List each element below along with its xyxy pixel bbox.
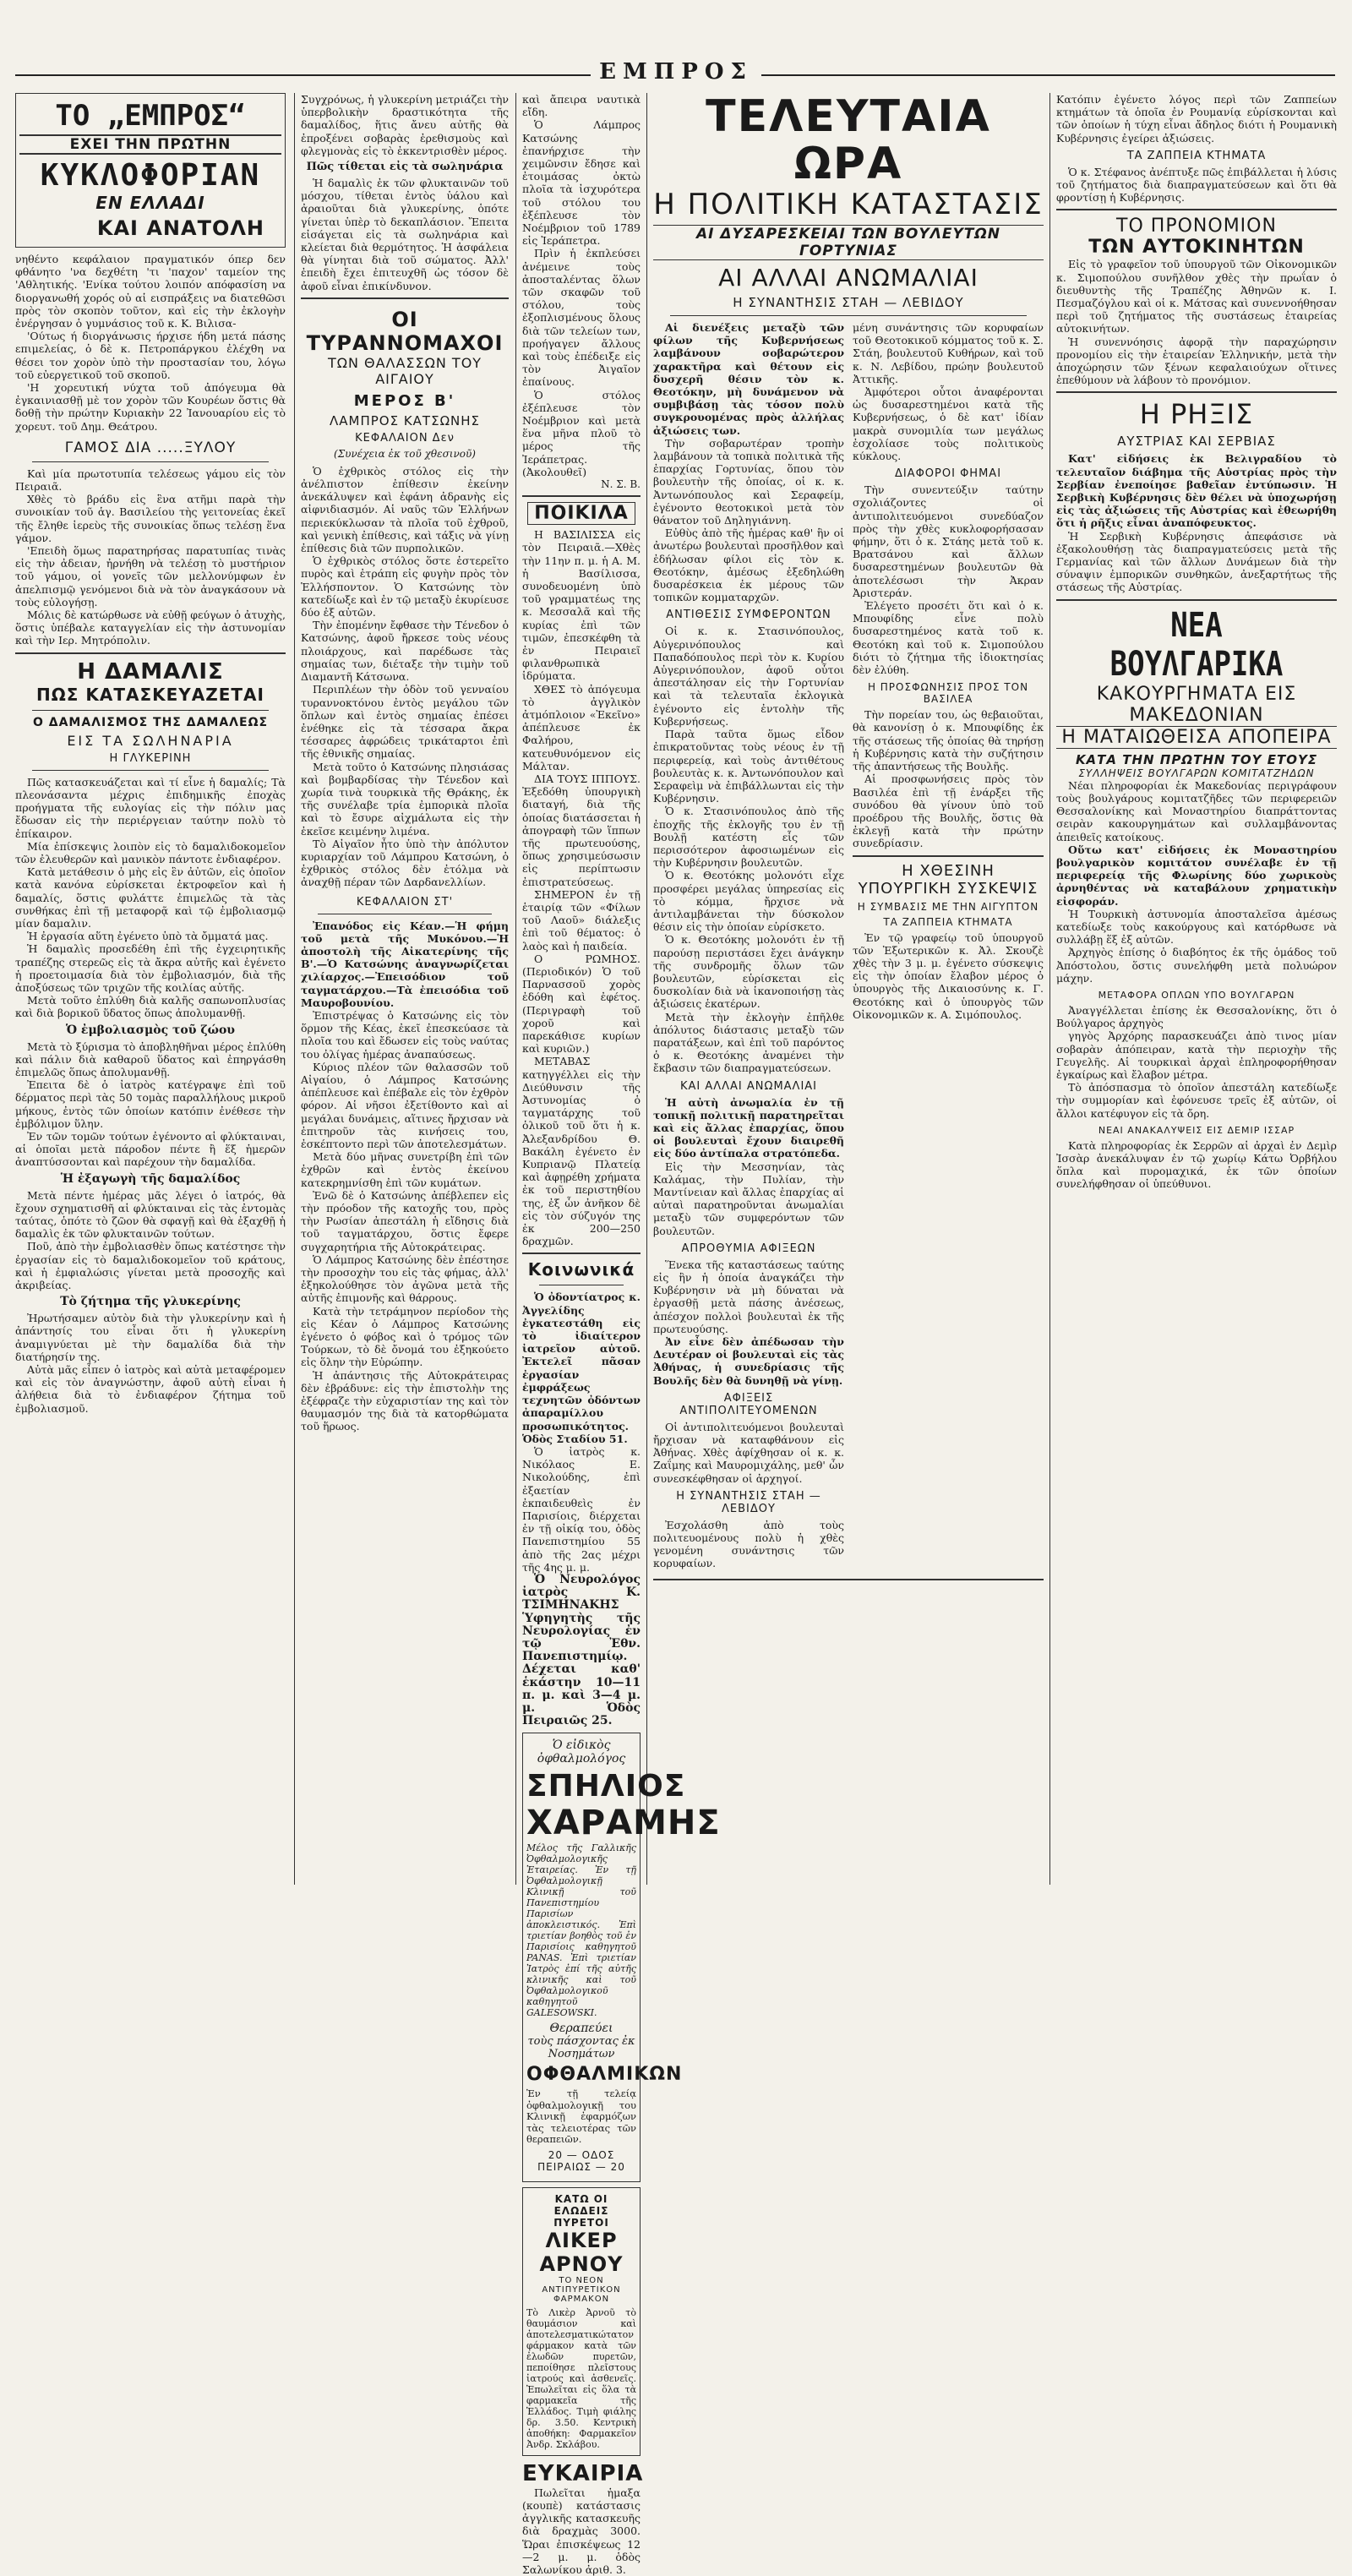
serial-chapter: ΚΕΦΑΛΑΙΟΝ Δεν <box>355 431 455 445</box>
column-1 <box>15 93 286 1885</box>
paragraph: Ὁ ἐχθρικὸς στόλος εἰς τὴν ἀνέλπιστον ἐπίθεσιν ἐκείνην ἀνεκάλυψεν καὶ ἐφάνη ἀδρανὴς εἰς αἰφνιδιασμόν. Αἱ ναῦς τῶν Ἑλλήνων περιεκύκλωσαν τὰ πλοῖα τοῦ ἐχθροῦ, καὶ γενικὴ ἐπίθεσις, καὶ τάξις νὰ γίνῃ ἐπίθεσις διὰ τῶν πυρπολικῶν. <box>301 464 509 555</box>
column-3 <box>522 93 721 2576</box>
paragraph: Μετὰ τὴν ἐκλογὴν ἐπῆλθε ἀπόλυτος διάστασις μεταξὺ τῶν παρατάξεων, καὶ ἐπὶ τοῦ παρόντος ὁ κ. Θεοτόκης ἀναμένει τὴν ἔκβασιν τῶν διαπραγματεύσεων. <box>653 1010 844 1075</box>
paragraph: Κατ' εἰδήσεις ἐκ Βελιγραδίου τὸ τελευταῖον διάβημα τῆς Αὐστρίας πρὸς τὴν Σερβίαν ἐνεποίησε βαθεῖαν ἐντύπωσιν. Ἡ Σερβικὴ Κυβέρνησις δὲν θέλει νὰ ὑποχωρήσῃ εἰς τὰς ἀξιώσεις τῆς Αὐστρίας καὶ ἐθεωρήθη ὅτι ἡ ρῆξις εἶναι ἀναπόφευκτος. <box>1056 452 1337 530</box>
paragraph: Αἱ προσφωνήσεις πρὸς τὸν Βασιλέα ἐπὶ τῇ ἐνάρξει τῆς συνόδου θὰ γίνουν ὑπὸ τοῦ προέδρου τῆς Βουλῆς, ὅστις θὰ ἐκλεγῇ κατὰ τὴν πρώτην συνεδρίασιν. <box>853 772 1044 850</box>
paragraph: Τὴν συνεντεύξιν ταύτην σχολιάζοντες οἱ ἀντιπολιτευόμενοι συνεδύαζον πρὸς τὴν χθὲς κυκλοφορήσασαν φήμην, ὅτι ὁ κ. Στάης μετὰ τοῦ κ. Βρατσάνου καὶ ἄλλων δυσαρεστημένων βουλευτῶν θὰ ἀποτελέσωσι τὴν Ἀκραν Ἀριστεράν. <box>853 483 1044 599</box>
paragraph: νηθέντο κεφάλαιον πραγματικόν όπερ δεν φθάνητο 'να δεχθέτη 'τι 'παχον' ταμείον της 'Αθλητικής. 'Ενίκα τούτου λοιπόν απόφασίση να διοργανωθή χορός οὐ αἱ εισπράξεις να διατεθῶσι πρὸς τὸν σκοπὸν τοῦτον, καὶ εἰς τὴν ἐκλογὴν ἐνέργησαν ὁ γυμνάσιος τοῦ κ. Κ. Βιλισα- <box>15 253 286 330</box>
paragraph: Ἡ δαμαλὶς προσεδέθη ἐπὶ τῆς ἐγχειρητικῆς τραπέζης στερεῶς εἰς τὰ ἄκρα αὐτῆς καὶ ἐγένετο ἡ προετοιμασία διὰ τὸν ἐμβολιασμόν, διὰ τῆς ἀποξύσεως τῶν τριχῶν τῆς κοιλίας αὐτῆς. <box>15 942 286 994</box>
paragraph: Πῶς κατασκευάζεται καὶ τί εἶνε ἡ δαμαλίς; Τὰ πλεονάσαντα μέχρις ἐπιδημικῆς ἐποχὰς προήγματα τῆς ευλογίας εἰς τὴν πόλιν μας ἔδωσαν εἰς τὴν περιέργειαν ταύτην πολὺ τὸ ἐπίκαιρον. <box>15 775 286 840</box>
paragraph: 'Επειδὴ ὅμως παρατηρήσας παρατυπίας τινὰς εἰς τὴν ἀδειαν, ἠρνήθη νὰ τελέσῃ τὸ μυστήριον τοῦ γάμου, οἱ γονεῖς τῶν μελλονύμφων ἐν ἀπελπισμῷ γενόμενοι διὰ νὰ τὸν ἀναγκάσουν νὰ τοὺς εὐλογήσῃ. <box>15 544 286 609</box>
subheading: ΜΕΤΑΦΟΡΑ ΟΠΛΩΝ ΥΠΟ ΒΟΥΛΓΑΡΩΝ <box>1098 989 1295 1001</box>
signature: Ν. Σ. Β. <box>601 478 641 491</box>
newspaper-name: ΕΜΠΡΟΣ <box>591 59 761 85</box>
paragraph: Μετὰ δύο μῆνας συνετρίβη ἐπὶ τῶν ἐχθρῶν καὶ ἐντὸς ἐκείνου κατεκρημνίσθη ἐπὶ τῶν κυμάτων. <box>301 1150 509 1189</box>
main-headline: ΤΕΛΕΥΤΑΙΑ ΩΡΑ <box>706 91 991 189</box>
paragraph: Ἐπιστρέψας ὁ Κατσώνης εἰς τὸν ὅρμον τῆς Κέας, ἐκεῖ ἐπεσκεύασε τὰ πλοῖα του καὶ ἔδωσεν εἰς τοὺς ναύτας του ὀλίγας ἡμέρας ἀναπαύσεως. <box>301 1008 509 1061</box>
paragraph: Νέαι πληροφορίαι ἐκ Μακεδονίας περιγράφουν τοὺς βουλγάρους κομιτατζῆδες τῶν περιφερειῶν Θεσσαλονίκης καὶ Μοναστηρίου διαπράττοντας σειρὰν κακουργημάτων καὶ συλλαμβάνοντας ἀπειθεῖς κατοίκους. <box>1056 778 1337 843</box>
news-subcolumn <box>653 321 844 1570</box>
paragraph: Ὁ ἐχθρικὸς στόλος ὅστε ἐστερεῖτο πυρὸς καὶ ἐτράπη εἰς φυγὴν πρὸς τὸν Ἑλλήσποντον. Ὁ Κατσώνης τὸν κατεδίωξε καὶ ἐν τῷ μεταξὺ ἐκυρίευσε δύο ἐξ αὐτῶν. <box>301 554 509 619</box>
section-subheading: ΕΙΣ ΤΑ ΣΩΛΗΝΑΡΙΑ <box>67 732 234 749</box>
subheading: Ἡ ἐξαγωγὴ τῆς δαμαλίδος <box>60 1171 241 1186</box>
ad-top: ΚΑΤΩ ΟΙ ΕΛΩΔΕΙΣ ΠΥΡΕΤΟΙ <box>553 2192 609 2229</box>
promo-line: ΕΝ ΕΛΛΑΔΙ <box>95 193 205 213</box>
paragraph: 'Ούτως ή διοργάνωσις ήρχισε ήδη μετά πάσης επιμελείας, ὁ δὲ κ. Πετροπάργκου ἐλέχθη να θέσει τον χορὸν ὑπὸ τὴν προστασίαν του, λόγω τοῦ εὐεργετικοῦ τοῦ σκοποῦ. <box>15 330 286 381</box>
paragraph: Ἀναγγέλλεται ἐπίσης ἐκ Θεσσαλονίκης, ὅτι ὁ Βούλγαρος ἀρχηγὸς <box>1056 1003 1337 1030</box>
paragraph: Ὁ ἰατρὸς κ. Νικόλαος Ε. Νικολούδης, ἐπὶ ἐξαετίαν ἐκπαιδευθεὶς ἐν Παρισίοις, διέρχεται ἐν τῇ οἰκίᾳ του, ὁδὸς Πανεπιστημίου 55 ἀπὸ τῆς 2ας μέχρι τῆς 4ης μ. μ. <box>522 1444 641 1574</box>
ad-body: Ἐν τῇ τελείᾳ ὀφθαλμολογικῇ του Κλινικῇ ἐφαρμόζων τὰς τελειοτέρας τῶν θεραπειῶν. <box>526 2088 636 2146</box>
ad-text: τοὺς πάσχοντας ἐκ Νοσημάτων <box>527 2035 635 2061</box>
paragraph: Ὁ Λάμπρος Κατσώνης ἐπανήρχισε τὴν χειμῶνσιν ἔδησε καὶ ἐτοιμάσας ὀκτὼ πλοῖα τὰ ἰσχυρότερα τοῦ στόλου του ἐξέπλευσε τὸν Νοέμβριον τοῦ 1789 εἰς Ἰεράπετρα. <box>522 118 641 248</box>
headline: Η ΜΑΤΑΙΩΘΕΙΣΑ ΑΠΟΠΕΙΡΑ <box>1056 726 1337 749</box>
paragraph: Εἰς τὴν Μεσσηνίαν, τὰς Καλάμας, τὴν Πυλίαν, τὴν Μαντίνειαν καὶ ἄλλας ἐπαρχίας αἱ αὐταὶ παρατηροῦνται ἀνωμαλίαι μεταξὺ τῶν συμφερόντων τῶν βουλευτῶν. <box>653 1160 844 1237</box>
liker-arnou-ad <box>522 2187 641 2456</box>
paragraph: Ο ΡΩΜΗΟΣ. (Περιοδικόν) Ὁ τοῦ Παρνασσοῦ χορὸς ἐδόθη καὶ ἐφέτος. (Περιγραφὴ τοῦ χοροῦ καὶ παρεκάθισε κυρίων καὶ κυριῶν.) <box>522 952 641 1056</box>
paragraph: Πρὶν ἡ ἐκπλεύσει ἀνέμεινε τοὺς ἀποσταλέντας ὅλων τῶν σκαφῶν τοῦ στόλου, τοὺς ἐξοπλισμένους ὅλους διὰ τῶν τελείων των, προήγαγεν ἄλλους καὶ τοὺς ἐπέδειξε εἰς τὸν Ἀιγαῖον ἐπαίνους. <box>522 247 641 389</box>
paragraph: Ἡ δαμαλὶς ἐκ τῶν φλυκταινῶν τοῦ μόσχου, τίθεται ἐντὸς ὑάλου καὶ ἀραιοῦται διὰ γλυκερίνης, ὁπότε γίνεται ὑπὲρ τὸ δεκαπλάσιον. Ἔπειτα εἰσάγεται εἰς τὰ σωληνάρια καὶ κλείεται διὰ θερμότητος. Ἡ ἀσφάλεια θὰ γίνηται διὰ τοῦ σώματος. Ἀλλ' ἐπειδὴ ἔχει ἐπιτευχθῆ ὡς τόσον δὲ ἀφοῦ εἶναι ἐπικίνδυνον. <box>301 177 509 292</box>
subheading: ΝΕΑΙ ΑΝΑΚΑΛΥΨΕΙΣ ΕΙΣ ΔΕΜΙΡ ΙΣΣΑΡ <box>1098 1124 1295 1136</box>
paragraph: Μετὰ πέντε ἡμέρας μᾶς λέγει ὁ ἰατρός, θὰ ἔχουν σχηματισθῆ αἱ φλύκταιναι εἰς τὰς ἐντομὰς ταύτας, ὁπότε τὸ ζῶον θὰ σφαγῇ καὶ θὰ ἐξαχθῇ ἡ δαμαλὶς ἐκ τῶν φλυκταινῶν τούτων. <box>15 1188 286 1241</box>
paragraph: Εἰς τὸ γραφεῖον τοῦ ὑπουργοῦ τῶν Οἰκονομικῶν κ. Σιμοπούλου συνῆλθον χθὲς τὴν πρωΐαν ὁ διευθυντὴς τῆς Τραπέζης Ἀθηνῶν κ. Ι. Πεσμαζόγλου καὶ οἱ κ. Μάτσας καὶ συνεννοήθησαν περὶ τοῦ ζητήματος τῆς συστάσεως ἑταιρείας αὐτοκινήτων. <box>1056 258 1337 336</box>
serial-continued: (Συνέχεια ἐκ τοῦ χθεσινοῦ) <box>334 447 476 460</box>
paragraph: Ἐπειτα δὲ ὁ ἰατρὸς κατέγραψε ἐπὶ τοῦ δέρματος περὶ τὰς 50 τομὰς παραλλήλους μικροῦ μήκους, ἐντὸς τῶν ὁποίων κατόπιν ἐνέθεσε τὴν ἐμβόλιμον ὕλην. <box>15 1078 286 1130</box>
paragraph: Ἀν εἶνε δὲν ἀπέδωσαν τὴν Δευτέραν οἱ βουλευταὶ εἰς τὰς Ἀθήνας, ἡ συνεδρίασις τῆς Βουλῆς δὲν θὰ δυνηθῇ νὰ γίνῃ. <box>653 1335 844 1387</box>
ad-body: Μέλος τῆς Γαλλικῆς Ὀφθαλμολογικῆς Ἑταιρείας. Ἐν τῇ Ὀφθαλμολογικῇ Κλινικῇ τοῦ Πανεπιστημίου Παρισίων ἀποκλειστικός. Ἐπὶ τριετίαν βοηθὸς τοῦ ἐν Παρισίοις καθηγητοῦ PANAS. Ἐπὶ τριετίαν Ἰατρὸς ἐπί τῆς αὐτῆς κλινικῆς καὶ τοῦ Ὀφθαλμολογικοῦ καθηγητοῦ GALESOWSKI. <box>526 1842 636 2019</box>
paragraph: Ἐν τῷ γραφείῳ τοῦ ὑπουργοῦ τῶν Ἐξωτερικῶν κ. Ἀλ. Σκουζὲ χθὲς τὴν 3 μ. μ. ἐγένετο σύσκεψις εἰς τὴν ὁποίαν ἔλαβον μέρος ὁ ὑπουργὸς τῆς Δικαιοσύνης κ. Γ. Θεοτόκης καὶ ὁ ὑπουργὸς τῶν Οἰκονομικῶν κ. Α. Σιμόπουλος. <box>853 931 1044 1021</box>
subheading: Η ΣΥΜΒΑΣΙΣ ΜΕ ΤΗΝ ΑΙΓΥΠΤΟΝ <box>857 900 1039 913</box>
subheading: ΚΑΙ ΑΛΛΑΙ ΑΝΩΜΑΛΙΑΙ <box>679 1079 818 1093</box>
subheading: Η ΠΡΟΣΦΩΝΗΣΙΣ ΠΡΟΣ ΤΟΝ ΒΑΣΙΛΕΑ <box>867 681 1029 706</box>
paragraph: Μετὰ τοῦτο ὁ Κατσώνης πλησιάσας καὶ βομβαρδίσας τὴν Τένεδον καὶ χωρία τινὰ τουρκικὰ τῆς Θράκης, ἐκ τῆς συνέλαβε τρία ἐμπορικὰ πλοῖα καὶ τὸ ἔσυρε αἰχμάλωτα εἰς τὴν ἐκεῖσε κειμένην λιμένα. <box>301 760 509 838</box>
subheading: ΑΝΤΙΘΕΣΙΣ ΣΥΜΦΕΡΟΝΤΩΝ <box>666 609 831 622</box>
paragraph: Τὴν ἐπομένην ἔφθασε τὴν Τένεδον ὁ Κατσώνης, ἀφοῦ ἤρκεσε τοὺς νέους πλοιάρχους, καὶ παρέδωσε τὰς σημαίας των, διέταξε τὴν τιμὴν τοῦ Διαμαντῆ Κάτσωνα. <box>301 619 509 684</box>
promo-box <box>15 93 286 248</box>
paragraph: Τὴν πορείαν του, ὡς θεβαιοῦται, θὰ κανονίσῃ ὁ κ. Μπουφίδης ἐκ τῆς στάσεως τῆς ὁποίας θὰ τηρήσῃ ἡ Κυβέρνησις κατὰ τὴν συζήτησιν τῆς ἀπαντήσεως τῆς Βουλῆς. <box>853 708 1044 773</box>
paragraph: Ἠρωτήσαμεν αὐτὸν διὰ τὴν γλυκερίνην καὶ ἡ ἀπάντησίς του εἶναι ὅτι ἡ γλυκερίνη ἀναμιγνύεται μὲ τὴν δαμαλίδα διὰ τὴν διατήρησίν της. <box>15 1312 286 1363</box>
paragraph: Ὁ ὀδοντίατρος κ. Ἀγγελίδης ἐγκατεστάθη εἰς τὸ ἰδιαίτερον ἰατρεῖον αὐτοῦ. Ἐκτελεῖ πᾶσαν ἐργασίαν ἐμφράξεως τεχνητῶν ὀδόντων ἀπαραμίλλου προσωπικότητος. Ὁδὸς Σταδίου 51. <box>522 1291 641 1445</box>
headline: ΚΑΚΟΥΡΓΗΜΑΤΑ ΕΙΣ ΜΑΚΕΔΟΝΙΑΝ <box>1096 683 1297 726</box>
promo-headline: ΚΥΚΛΟΦΟΡΙΑΝ <box>40 158 261 193</box>
paragraph: Ὁ κ. Στασινόπουλος ἀπὸ τῆς ἐποχῆς τῆς ἐκλογῆς του ἐν τῇ Βουλῇ κατέστη εἷς τῶν περισσότερον ἀφοσιωμένων εἰς τὴν Κυβέρνησιν βουλευτῶν. <box>653 805 844 870</box>
headline: Η ΣΥΝΑΝΤΗΣΙΣ ΣΤΑΗ — ΛΕΒΙΔΟΥ <box>733 295 964 310</box>
column-2 <box>301 93 509 1885</box>
column-divider <box>646 93 647 1885</box>
paragraph: Ὁ κ. Θεοτόκης μολονότι ἐν τῇ παρούσῃ περιστάσει ἔχει ἀνάγκην τῆς συνδρομῆς ὅλων τῶν βουλευτῶν, εὑρίσκεται εἰς δυσκολίαν διὰ νὰ ἱκανοποιήσῃ τὰς ἀξιώσεις ἑκατέρων. <box>653 933 844 1011</box>
paragraph: Οἱ ἀντιπολιτευόμενοι βουλευταὶ ἤρχισαν νὰ καταφθάνουν εἰς Ἀθήνας. Χθὲς ἀφίχθησαν οἱ κ. κ. Ζαΐμης καὶ Μαυρομιχάλης, μεθ' ὧν συνεσκέφθησαν οἱ ἀρχηγοί. <box>653 1420 844 1485</box>
column-divider <box>294 93 295 1885</box>
paragraph: Ἐν τῶν τομῶν τούτων ἐγένοντο αἱ φλύκταιναι, αἱ ὁποῖαι μετὰ πάροδον πέντε ἢ ἕξ ἡμερῶν ἀναπτύσσονται καὶ παρέχουν τὴν δαμαλίδα. <box>15 1129 286 1169</box>
ad-text: Θεραπεύει <box>549 2022 613 2036</box>
paragraph: Ἀρχηγὸς ἐπίσης ὁ διαβόητος ἐκ τῆς ὁμάδος τοῦ Ἀπόστολου, ὅστις συνελήφθη μετὰ πολυώρον μάχην. <box>1056 946 1337 985</box>
subheading: ΔΙΑΦΟΡΟΙ ΦΗΜΑΙ <box>894 467 1002 481</box>
paragraph: Εὐθὺς ἀπὸ τῆς ἡμέρας καθ' ἣν οἱ ἀνωτέρω βουλευταὶ προσῆλθον καὶ ἐδήλωσαν φίλοι εἰς τὸν κ. Θεοτόκην, ἀμέσως ἐξεδηλώθη δυσαρέσκεια ἐκ μέρους τῶν τοπικῶν κομματαρχῶν. <box>653 527 844 604</box>
paragraph: Οἱ κ. κ. Στασινόπουλος, Αὐγερινόπουλος καὶ Παπαδόπουλος περὶ τὸν κ. Κυρίου Αὐγερινόπουλον, ἀφοῦ οὗτοι ἀπεστάλησαν εἰς τὴν Γορτυνίαν καὶ τὰ τελευταῖα ἐκλογικὰ ἐγένοντο εἰς ἐντολὴν τῆς Κυβερνήσεως. <box>653 625 844 728</box>
subheading: ΑΦΙΞΕΙΣ ΑΝΤΙΠΟΛΙΤΕΥΟΜΕΝΩΝ <box>679 1391 818 1417</box>
paragraph: Ἡ συνεννόησις ἀφορᾷ τὴν παραχώρησιν προνομίου εἰς τὴν ἑταιρείαν Ἑλληνικήν, μετὰ τὴν ἀποχώρησιν τῶν ξένων κεφαλαιούχων οἵτινες ἐπεθύμουν νὰ λάβουν τὸ προνόμιον. <box>1056 335 1337 387</box>
paragraph: Κατὰ πληροφορίας ἐκ Σερρῶν αἱ ἀρχαὶ ἐν Δεμὶρ Ἰσσὰρ ἀνεκάλυψαν ἐν τῷ χωρίῳ Κάτω Ὀρβήλου ὅπλα καὶ πυρομαχικά, ἐκ τῶν ὁποίων συνελήφθησαν οἱ ὑπεύθυνοι. <box>1056 1138 1337 1191</box>
ad-address: 20 — ΟΔΟΣ ΠΕΙΡΑΙΩΣ — 20 <box>537 2148 625 2173</box>
headline: ΑΙ ΔΥΣΑΡΕΣΚΕΙΑΙ ΤΩΝ ΒΟΥΛΕΥΤΩΝ ΓΟΡΤΥΝΙΑΣ <box>653 225 1044 260</box>
paragraph: Ὁ Λάμπρος Κατσώνης δὲν ἐπέστησε τὴν προσοχὴν του εἰς τὰς φήμας, ἀλλ' ἐξηκολούθησε τὸν ἀγῶνα μετὰ τῆς αὐτῆς ἐπιμονῆς καὶ θάρρους. <box>301 1253 509 1305</box>
section-heading: ΓΑΜΟΣ ΔΙΑ .....ΞΥΛΟΥ <box>64 439 237 456</box>
subheading: ΑΥΣΤΡΙΑΣ ΚΑΙ ΣΕΡΒΙΑΣ <box>1117 434 1276 450</box>
paragraph: Ἡ Τουρκικὴ ἀστυνομία ἀποσταλεῖσα ἀμέσως κατεδίωξε τοὺς κακούργους καὶ κατόρθωσε νὰ συλλάβῃ ἕξ ἐξ αὐτῶν. <box>1056 907 1337 947</box>
paragraph: Τὸ Αἰγαῖον ἦτο ὑπὸ τὴν ἀπόλυτον κυριαρχίαν τοῦ Λάμπρου Κατσώνη, ὁ ἐχθρικὸς στόλος δὲν ἐτόλμα νὰ ἀναχθῇ πέραν τῶν Δαρδανελλίων. <box>301 837 509 889</box>
paragraph: Ἐσχολάσθη ἀπὸ τοὺς πολιτευομένους πολὺ ἡ χθὲς γενομένη συνάντησις τῶν κορυφαίων. <box>653 1518 844 1570</box>
subheading: ΤΑ ΖΑΠΠΕΙΑ ΚΤΗΜΑΤΑ <box>883 915 1013 928</box>
ad-name: ΧΑΡΑΜΗΣ <box>526 1804 721 1843</box>
paragraph: Ἐπανόδος εἰς Κέαν.—Ἡ φήμη τοῦ μετὰ τῆς Μυκόνου.—Ἡ ἀποστολὴ τῆς Αἰκατερίνης τῆς Β'.—Ὁ Κατσώνης ἀναγνωρίζεται χιλίαρχος.—Ἐπεισόδιον τοῦ ταγματάρχου.—Τὰ ἐπεισόδια τοῦ Μαυροβουνίου. <box>301 919 509 1009</box>
subheading: Η ΣΥΝΑΝΤΗΣΙΣ ΣΤΑΗ — ΛΕΒΙΔΟΥ <box>676 1489 821 1515</box>
column-divider <box>1049 93 1050 1885</box>
news-subcolumn <box>853 321 1044 1570</box>
headline: ΑΙ ΑΛΛΑΙ ΑΝΩΜΑΛΙΑΙ <box>718 264 979 292</box>
ad-subtitle: ΤΟ ΝΕΟΝ ΑΝΤΙΠΥΡΕΤΙΚΟΝ ΦΑΡΜΑΚΟΝ <box>542 2275 621 2304</box>
headline: ΤΩΝ ΑΥΤΟΚΙΝΗΤΩΝ <box>1088 237 1305 259</box>
column-5 <box>1056 93 1337 1885</box>
paragraph: Κατὰ μετάθεσιν ὁ μὴς εἰς ἓν ἀὐτῶν, εἰς ὁποῖον κατὰ κανόνα εὑρίσκεται ἐκτροφεῖον καὶ ἡ δαμαλίς, ὅστις φυλάττε ἐπιμελῶς τὰ τὰς συνθήκας ἐπὶ τῇ μεταφορᾷ καὶ τῷ ἐμβολιασμῷ μίαν δαμαλιν. <box>15 865 286 930</box>
paragraph: Καὶ μία πρωτοτυπία τελέσεως γάμου εἰς τὸν Πειραιᾶ. <box>15 467 286 494</box>
paragraph: Τὴν σοβαρωτέραν τροπὴν λαμβάνουν τὰ τοπικὰ πολιτικὰ τῆς ἐπαρχίας Γορτυνίας, ὅπου τὸν βουλευτὴν τῆς ὁποίας, οἱ κ. κ. Ἀντωνόπουλος καὶ Σεραφείμ, ἐγένοντο θεοτοκικοὶ μετὰ τὸν θάνατον τοῦ Δηληγιάννη. <box>653 436 844 527</box>
paragraph: Αἱ διενέξεις μεταξὺ τῶν φίλων τῆς Κυβερνήσεως λαμβάνουν σοβαρώτερον χαρακτῆρα καὶ θέτουν εἰς δυσχερῆ θέσιν τὸν κ. Θεοτόκην, μὴ δυνάμενον νὰ συμβιβάσῃ τὰς τόσον πολὺ συγκρουομένας πρὸς ἀλλήλας ἀξιώσεις των. <box>653 321 844 437</box>
subheading: Τὸ ζήτημα τῆς γλυκερίνης <box>60 1295 241 1309</box>
serial-title: ΟΙ ΤΥΡΑΝΝΟΜΑΧΟΙ <box>306 307 504 355</box>
paragraph: Περιπλέων τὴν ὁδὸν τοῦ γενναίου τυραννοκτόνου ἐντὸς μεγάλου τῶν ὅπλων καὶ ἐντὸς σημαίας ἐπέσει ἐνέθηκε εἰς τὰ τέσσαρα ἄκρα τέσσαρες ἀφρώδεις τρικάταρτοι ἐπὶ τῆς ἐθνικῆς σημαίας. <box>301 683 509 761</box>
paragraph: ΔΙΑ ΤΟΥΣ ΙΠΠΟΥΣ. Ἐξεδόθη ὑπουργικὴ διαταγή, διὰ τῆς ὁποίας διατάσσεται ἡ ἀπογραφὴ τῶν ἵππων τῆς πρωτευούσης, ὅπως χρησιμεύσωσιν εἰς περίπτωσιν ἐπιστρατεύσεως. <box>522 772 641 888</box>
ad-body: Τὸ Λικὲρ Ἀρνοῦ τὸ θαυμάσιον καὶ ἀποτελεσματικώτατον φάρμακον κατὰ τῶν ἐλωδῶν πυρετῶν, πεποίθησε πλεῖστους ἰατρούς καὶ ἀσθενεῖς. Ἐπωλεῖται εἰς ὅλα τὰ φαρμακεῖα τῆς Ἑλλάδος. Τιμὴ φιάλης δρ. 3.50. Κεντρικὴ ἀποθήκη: Φαρμακεῖον Ἀνδρ. Σκλάβου. <box>526 2306 636 2450</box>
paragraph: ΜΕΤΑΒΑΣ κατηγγέλλει εἰς τὴν Διεύθυνσιν τῆς Ἀστυνομίας ὁ ταγματάρχης τοῦ ὁλικοῦ τοῦ ὅτι ἡ κ. Ἀλεξανδρίδου Θ. Βακάλη ἐγένετο ἐν Κυπριανῷ Πλατείᾳ καὶ ἀφῃρέθη χρήματα ἐκ τοῦ περιστηθίου της, ἐξ ὧν ἀνῆκον δὲ εἰς τὸν σύζυγόν της ἐκ 200—250 δραχμῶν. <box>522 1055 641 1248</box>
paragraph: Μετὰ τὸ ξύρισμα τὸ ἀποβληθῆναι μέρος ἐπλύθη καὶ πάλιν διὰ καθαροῦ ὕδατος καὶ ἐπηργάσθη ἐπιμελῶς ὅπως ἀπολυμανθῇ. <box>15 1040 286 1078</box>
paragraph: Κατόπιν ἐγένετο λόγος περὶ τῶν Ζαππείων κτημάτων τὰ ὁποῖα ἐν Ρουμανίᾳ εὑρίσκονται καὶ τῶν ὁποίων ἡ τύχη εἶναι ἄδηλος διότι ἡ Ρουμανικὴ Κυβέρνησις ἐγείρει ἀξιώσεις. <box>1056 93 1337 145</box>
paragraph: Ὁ κ. Στέφανος ἀνέπτυξε πῶς ἐπιβάλλεται ἡ λύσις τοῦ ζητήματος διὰ διαπραγματεύσεων καὶ ὅτι θὰ φροντίσῃ ἡ Κυβέρνησις. <box>1056 165 1337 205</box>
paragraph: Ὁ κ. Θεοτόκης μολονότι εἶχε προσφέρει μεγάλας ὑπηρεσίας εἰς τὸ κόμμα, ἤρχισε νὰ ἀντιλαμβάνεται τὴν δύσκολον θέσιν εἰς τὴν ὁποίαν εὑρίσκετο. <box>653 869 844 934</box>
section-subheading: Ο ΔΑΜΑΛΙΣΜΟΣ ΤΗΣ ΔΑΜΑΛΕΩΣ <box>32 715 269 729</box>
serial-author: ΛΑΜΠΡΟΣ ΚΑΤΣΩΝΗΣ <box>329 412 481 428</box>
promo-title: ΤΟ „ΕΜΠΡΟΣ“ <box>55 99 246 133</box>
paragraph: ΧΘΕΣ τὸ ἀπόγευμα τὸ ἀγγλικὸν ἀτμόπλοιον «Ἐκεῖνο» ἀπέπλευσε ἐκ Φαλήρου, κατευθυνόμενον εἰς Μάλταν. <box>522 682 641 772</box>
paragraph: Οὕτω κατ' εἰδήσεις ἐκ Μοναστηρίου βουλγαρικὸν κομιτάτον συνέλαβε ἐν τῇ περιφερείᾳ τῆς Φλωρίνης δύο χωρικοὺς ἀρνηθέντας νὰ καταβάλουν χρηματικὴν εἰσφοράν. <box>1056 843 1337 908</box>
promo-line: ΕΧΕΙ ΤΗΝ ΠΡΩΤΗΝ <box>19 134 281 155</box>
serial-chapter: ΚΕΦΑΛΑΙΟΝ ΣΤ' <box>356 895 454 909</box>
headline: ΤΟ ΠΡΟΝΟΜΙΟΝ <box>1116 216 1277 237</box>
column-4 <box>653 93 1044 1885</box>
paragraph: ΣΗΜΕΡΟΝ ἐν τῇ ἑταιρίᾳ τῶν «Φίλων τοῦ Λαοῦ» διάλεξις ἐπὶ τοῦ θέματος: ὁ λαὸς καὶ ἡ παιδεία. <box>522 887 641 952</box>
column-divider <box>515 93 516 1885</box>
paragraph: Ἡ ἀπάντησις τῆς Αὐτοκράτειρας δὲν ἐβράδυνε: εἰς τὴν ἐπιστολὴν της ἐξέφραζε τὴν εὐχαριστίαν της καὶ τὸν θαυμασμόν της διὰ τὰ κατορθώματα τοῦ ἥρωος. <box>301 1368 509 1433</box>
big-headline: ΝΕΑ ΒΟΥΛΓΑΡΙΚΑ <box>1109 605 1284 684</box>
headline: Η ΠΟΛΙΤΙΚΗ ΚΑΤΑΣΤΑΣΙΣ <box>653 188 1044 221</box>
paragraph: Ἕνεκα τῆς καταστάσεως ταύτης εἰς ἣν ἡ ὁποία ἀναγκάζει τὴν Κυβέρνησιν νὰ μὴ δύναται νὰ ἐργασθῇ μετὰ πάσης ἀνέσεως, ἀπέσχον πολλοὶ βουλευταὶ ἐκ τῆς πρωτευούσης. <box>653 1258 844 1335</box>
paragraph: Η ΒΑΣΙΛΙΣΣΑ εἰς τὸν Πειραιᾶ.—Χθὲς τὴν 11ην π. μ. ἡ Α. Μ. ἡ Βασίλισσα, συνοδευομένη ὑπὸ τοῦ γραμματέως της κ. Μεσσαλᾶ καὶ τῆς κυρίας ἐπὶ τῶν τιμῶν, ἐπεσκέφθη τὰ ἐν Πειραιεῖ φιλανθρωπικὰ ἱδρύματα. <box>522 528 641 683</box>
paragraph: Κατὰ τὴν τετράμηνον περίοδον τὴς εἰς Κέαν ὁ Λάμπρος Κατσώνης ἐγένετο ὁ φόβος καὶ ὁ τρόμος τῶν Τούρκων, τὸ δὲ ὄνομά του ἐξηκούετο εἰς ὅλην τὴν Εὐρώπην. <box>301 1304 509 1369</box>
promo-line: ΚΑΙ ΑΝΑΤΟΛΗ <box>96 216 264 240</box>
ad-headline: ΟΦΘΑΛΜΙΚΩΝ <box>526 2064 683 2086</box>
subheading: Πῶς τίθεται εἰς τὰ σωληνάρια <box>306 161 504 174</box>
paragraph: Χθὲς τὸ βράδυ εἰς ἓνα ατῆμι παρὰ τὴν συνοικίαν τοῦ ἁγ. Βασιλείου τὴς γειτονείας ἐκεῖ τῆς ἔληθε ἱερεὺς τῆς συνοικίας ὅπως τελέσῃ ἕνα γάμον. <box>15 493 286 544</box>
subheading: ΤΑ ΖΑΠΠΕΙΑ ΚΤΗΜΑΤΑ <box>1126 149 1267 162</box>
paragraph: Ἡ Σερβικὴ Κυβέρνησις ἀπεφάσισε νὰ ἐξακολουθήσῃ τὰς διαπραγματεύσεις μετὰ τῆς Γερμανίας καὶ τῶν ἄλλων Δυνάμεων διὰ τὴν σύναψιν ἐμπορικῶν συνθηκῶν, ἀνεξαρτήτως τῆς στάσεως τῆς Αὐστρίας. <box>1056 529 1337 594</box>
subheading: ΣΥΛΛΗΨΕΙΣ ΒΟΥΛΓΑΡΩΝ ΚΟΜΙΤΑΤΖΗΔΩΝ <box>1078 767 1315 779</box>
section-heading: ΠΩΣ ΚΑΤΑΣΚΕΥΑΖΕΤΑΙ <box>36 684 264 705</box>
ophthalmologist-ad <box>522 1733 721 2182</box>
section-heading: ΠΟΙΚΙΛΑ <box>527 502 635 525</box>
paragraph: Μετὰ τοῦτο ἐπλύθη διὰ καλῆς σαπωνοπλυσίας καὶ διὰ βορικοῦ ὕδατος ὅπως ἀπολυμανθῇ. <box>15 994 286 1020</box>
subheading: ΑΠΡΟΘΥΜΙΑ ΑΦΙΞΕΩΝ <box>681 1242 816 1255</box>
ad-intro: Ὁ εἰδικὸς ὀφθαλμολόγος <box>537 1738 626 1766</box>
paragraph: Ποῦ, ἀπὸ τὴν ἐμβολιασθὲν ὅπως κατέστησε τὴν ἐργασίαν εἰς τὸ δαμαλιδοκομεῖον τοῦ κράτους, καὶ ἡ ἐμφιαλώσις γίνεται μετὰ προσοχῆς καὶ ἀκριβείας. <box>15 1240 286 1291</box>
paragraph: Κύριος πλέον τῶν θαλασσῶν τοῦ Αἰγαίου, ὁ Λάμπρος Κατσώνης ἀπέπλευσε καὶ ἐπέβαλε εἰς τὸν ἐχθρὸν φόρον. Αἱ νῆσοι ἐξετίθοντο καὶ αἱ μεγάλαι δυνάμεις, αἵτινες ἤρχισαν νὰ ἐπιτηροῦν τὰς κινήσεις του, ἐσκέπτοντο περὶ τῶν ἀποτελεσμάτων. <box>301 1060 509 1150</box>
masthead <box>0 59 1352 86</box>
ad-name: ΛΙΚΕΡ ΑΡΝΟΥ <box>539 2228 624 2276</box>
serial-part: ΜΕΡΟΣ Β' <box>353 391 456 410</box>
section-heading: ΕΥΚΑΙΡΙΑ <box>522 2460 644 2486</box>
paragraph: γηγὸς Ἀρχόρης παρασκευάζει ἀπὸ τινος μίαν σοβαρὰν ἀπόπειραν, κατὰ τὴν περιοχὴν τῆς Γευγελῆς. Αἱ τουρκικαὶ ἀρχαὶ ἐπληροφορήθησαν ἐγκαίρως καὶ ἔλαβον μέτρα. <box>1056 1029 1337 1081</box>
paragraph: Ἡ αὐτὴ ἀνωμαλία ἐν τῇ τοπικῇ πολιτικῇ παρατηρεῖται καὶ εἰς ἄλλας ἐπαρχίας, ὅπου οἱ βουλευταὶ ἔχουν διαιρεθῆ εἰς δύο ἀντίπαλα στρατόπεδα. <box>653 1095 844 1160</box>
paragraph: Ὁ Νευρολόγος ἰατρὸς Κ. ΤΣΙΜΗΝΑΚΗΣ Ὑφηγητὴς τῆς Νευρολογίας ἐν τῷ Ἐθν. Πανεπιστημίῳ. Δέχεται καθ' ἑκάστην 10—11 π. μ. καὶ 3—4 μ. μ. Ὁδὸς Πειραιῶς 25. <box>522 1572 641 1728</box>
paragraph: Μία ἐπίσκεψις λοιπὸν εἰς τὸ δαμαλιδοκομεῖον τῶν ἐλευθερῶν καὶ μανικὸν πάντοτε ἐνδιαφέρον. <box>15 839 286 865</box>
section-heading: Κοινωνικά <box>527 1259 635 1280</box>
paragraph: Αὐτὰ μᾶς εἶπεν ὁ ἰατρὸς καὶ αὐτὰ μεταφέρομεν καὶ εἰς τὸν ἀναγνώστην, ἀφοῦ αὐτὴ εἶναι ἡ ἀλήθεια διὰ τὸ ἐνδιαφέρον ζήτημα τοῦ ἐμβολιασμοῦ. <box>15 1363 286 1415</box>
headline: Η ΡΗΞΙΣ <box>1139 398 1254 431</box>
paragraph: Ἐλέγετο προσέτι ὅτι καὶ ὁ κ. Μπουφίδης εἶνε πολὺ δυσαρεστημένος κατὰ τοῦ κ. Θεοτόκη καὶ τοῦ κ. Σιμοπούλου διότι τὸ ζήτημα τῆς ἰδιοκτησίας δὲν ἐλύθη. <box>853 599 1044 677</box>
news-columns <box>653 321 1044 1570</box>
paragraph: Πωλεῖται ἡμαξα (κουπὲ) κατάστασις ἀγγλικῆς κατασκευῆς διὰ δραχμὰς 3000. Ὥραι ἐπισκέψεως 12—2 μ. μ. ὁδὸς Σαλωνίκου ἀριθ. 3. <box>522 2486 641 2576</box>
headline: ΚΑΤΑ ΤΗΝ ΠΡΩΤΗΝ ΤΟΥ ΕΤΟΥΣ <box>1075 751 1318 767</box>
paragraph: Ὁ στόλος ἐξέπλευσε τὸν Νοέμβριον καὶ μετὰ ἕνα μῆνα πλοῦ τὸ μέρος τῆς Ἰεράπετρας. (Ἀκολουθεῖ) <box>522 388 641 478</box>
paragraph: καὶ ἄπειρα ναυτικὰ εἴδη. <box>522 93 641 119</box>
paragraph: μένη συνάντησις τῶν κορυφαίων τοῦ Θεοτοκικοῦ κόμματος τοῦ κ. Σ. Στάη, βουλευτοῦ Κυθήρων, καὶ τοῦ κ. Ν. Λεβίδου, πρώην βουλευτοῦ Ἀττικῆς. <box>853 321 1044 385</box>
section-heading: Η ΔΑΜΑΛΙΣ <box>77 658 224 685</box>
headline: Η ΧΘΕΣΙΝΗ <box>902 861 995 880</box>
paragraph: Ἡ ἐργασία αὕτη ἐγένετο ὑπὸ τὰ ὄμματά μας. <box>27 930 269 943</box>
subheading: Ὁ ἐμβολιασμὸς τοῦ ζώου <box>65 1023 236 1037</box>
ad-name: ΣΠΗΛΙΟΣ <box>526 1769 686 1804</box>
paragraph: Ἀμφότεροι οὗτοι ἀναφέρονται ὡς δυσαρεστημένοι κατὰ τῆς Κυβερνήσεως, ὁ δὲ κατ' ἰδίαν μακρὰ συνομιλία των μεγάλως ἐσχολίασε τοὺς πολιτικοὺς κύκλους. <box>853 385 1044 463</box>
paragraph: Ἐνῶ δὲ ὁ Κατσώνης ἀπέβλεπεν εἰς τὴν πρόοδον τῆς κατοχῆς του, πρὸς τὴν Ρωσίαν ἀπεστάλη ἡ εἴδησις διὰ τοῦ ταγματάρχου, ὅστις ἔφερε συγχαρητήρια τῆς Αὐτοκράτειρας. <box>301 1188 509 1253</box>
serial-title: ΤΩΝ ΘΑΛΑΣΣΩΝ ΤΟΥ ΑΙΓΑΙΟΥ <box>327 354 482 387</box>
paragraph: Συγχρόνως, ἡ γλυκερίνη μετριάζει τὴν ὑπερβολικὴν δραστικότητα τῆς δαμαλίδος, ἥτις ἄνευ αὐτῆς θὰ ἐπροξένει σοβαρὰς ἐρεθισμοὺς καὶ φλεγμονὰς εἰς τὸ ἐκκεντρισθὲν μέρος. <box>301 93 509 157</box>
paragraph: Τὸ ἀπόσπασμα τὸ ὁποῖον ἀπεστάλη κατεδίωξε τὴν συμμορίαν καὶ ἐφόνευσε τρεῖς ἐξ αὐτῶν, οἱ ἄλλοι κατέφυγον εἰς τὰ ὄρη. <box>1056 1081 1337 1120</box>
paragraph: 'Η χορευτική νύχτα τοῦ ἀπόγευμα θὰ ἐγκαινιασθῇ μὲ τον χορὸν τῶν Κουρέων ὅστις θὰ δοθῇ τὴν πρώτην Κυριακὴν 22 Ἰανουαρίου εἰς τὸ χορευτ. τοῦ Δημ. Θεάτρου. <box>15 381 286 433</box>
section-subheading: Η ΓΛΥΚΕΡΙΝΗ <box>109 751 192 765</box>
headline: ΥΠΟΥΡΓΙΚΗ ΣΥΣΚΕΨΙΣ <box>858 879 1039 898</box>
paragraph: Μόλις δὲ κατώρθωσε νὰ εὐθῇ φεύγων ὁ ἀτυχὴς, ὅστις ὑπέβαλε καταγγελίαν εἰς τὴν ἀστυνομίαν καὶ τὴν Ιερ. Μητρόπολιν. <box>15 609 286 647</box>
paragraph: Παρὰ ταῦτα ὅμως εἶδον ἐπικρατοῦντας τοὺς νέους ἐν τῇ περιφερείᾳ, καὶ τοὺς ἀντιθέτους βουλευτὰς κ. κ. Ἀντωνόπουλον καὶ Σεραφεὶμ νὰ ἐπιβάλλωνται εἰς τὴν Κυβέρνησιν. <box>653 728 844 805</box>
